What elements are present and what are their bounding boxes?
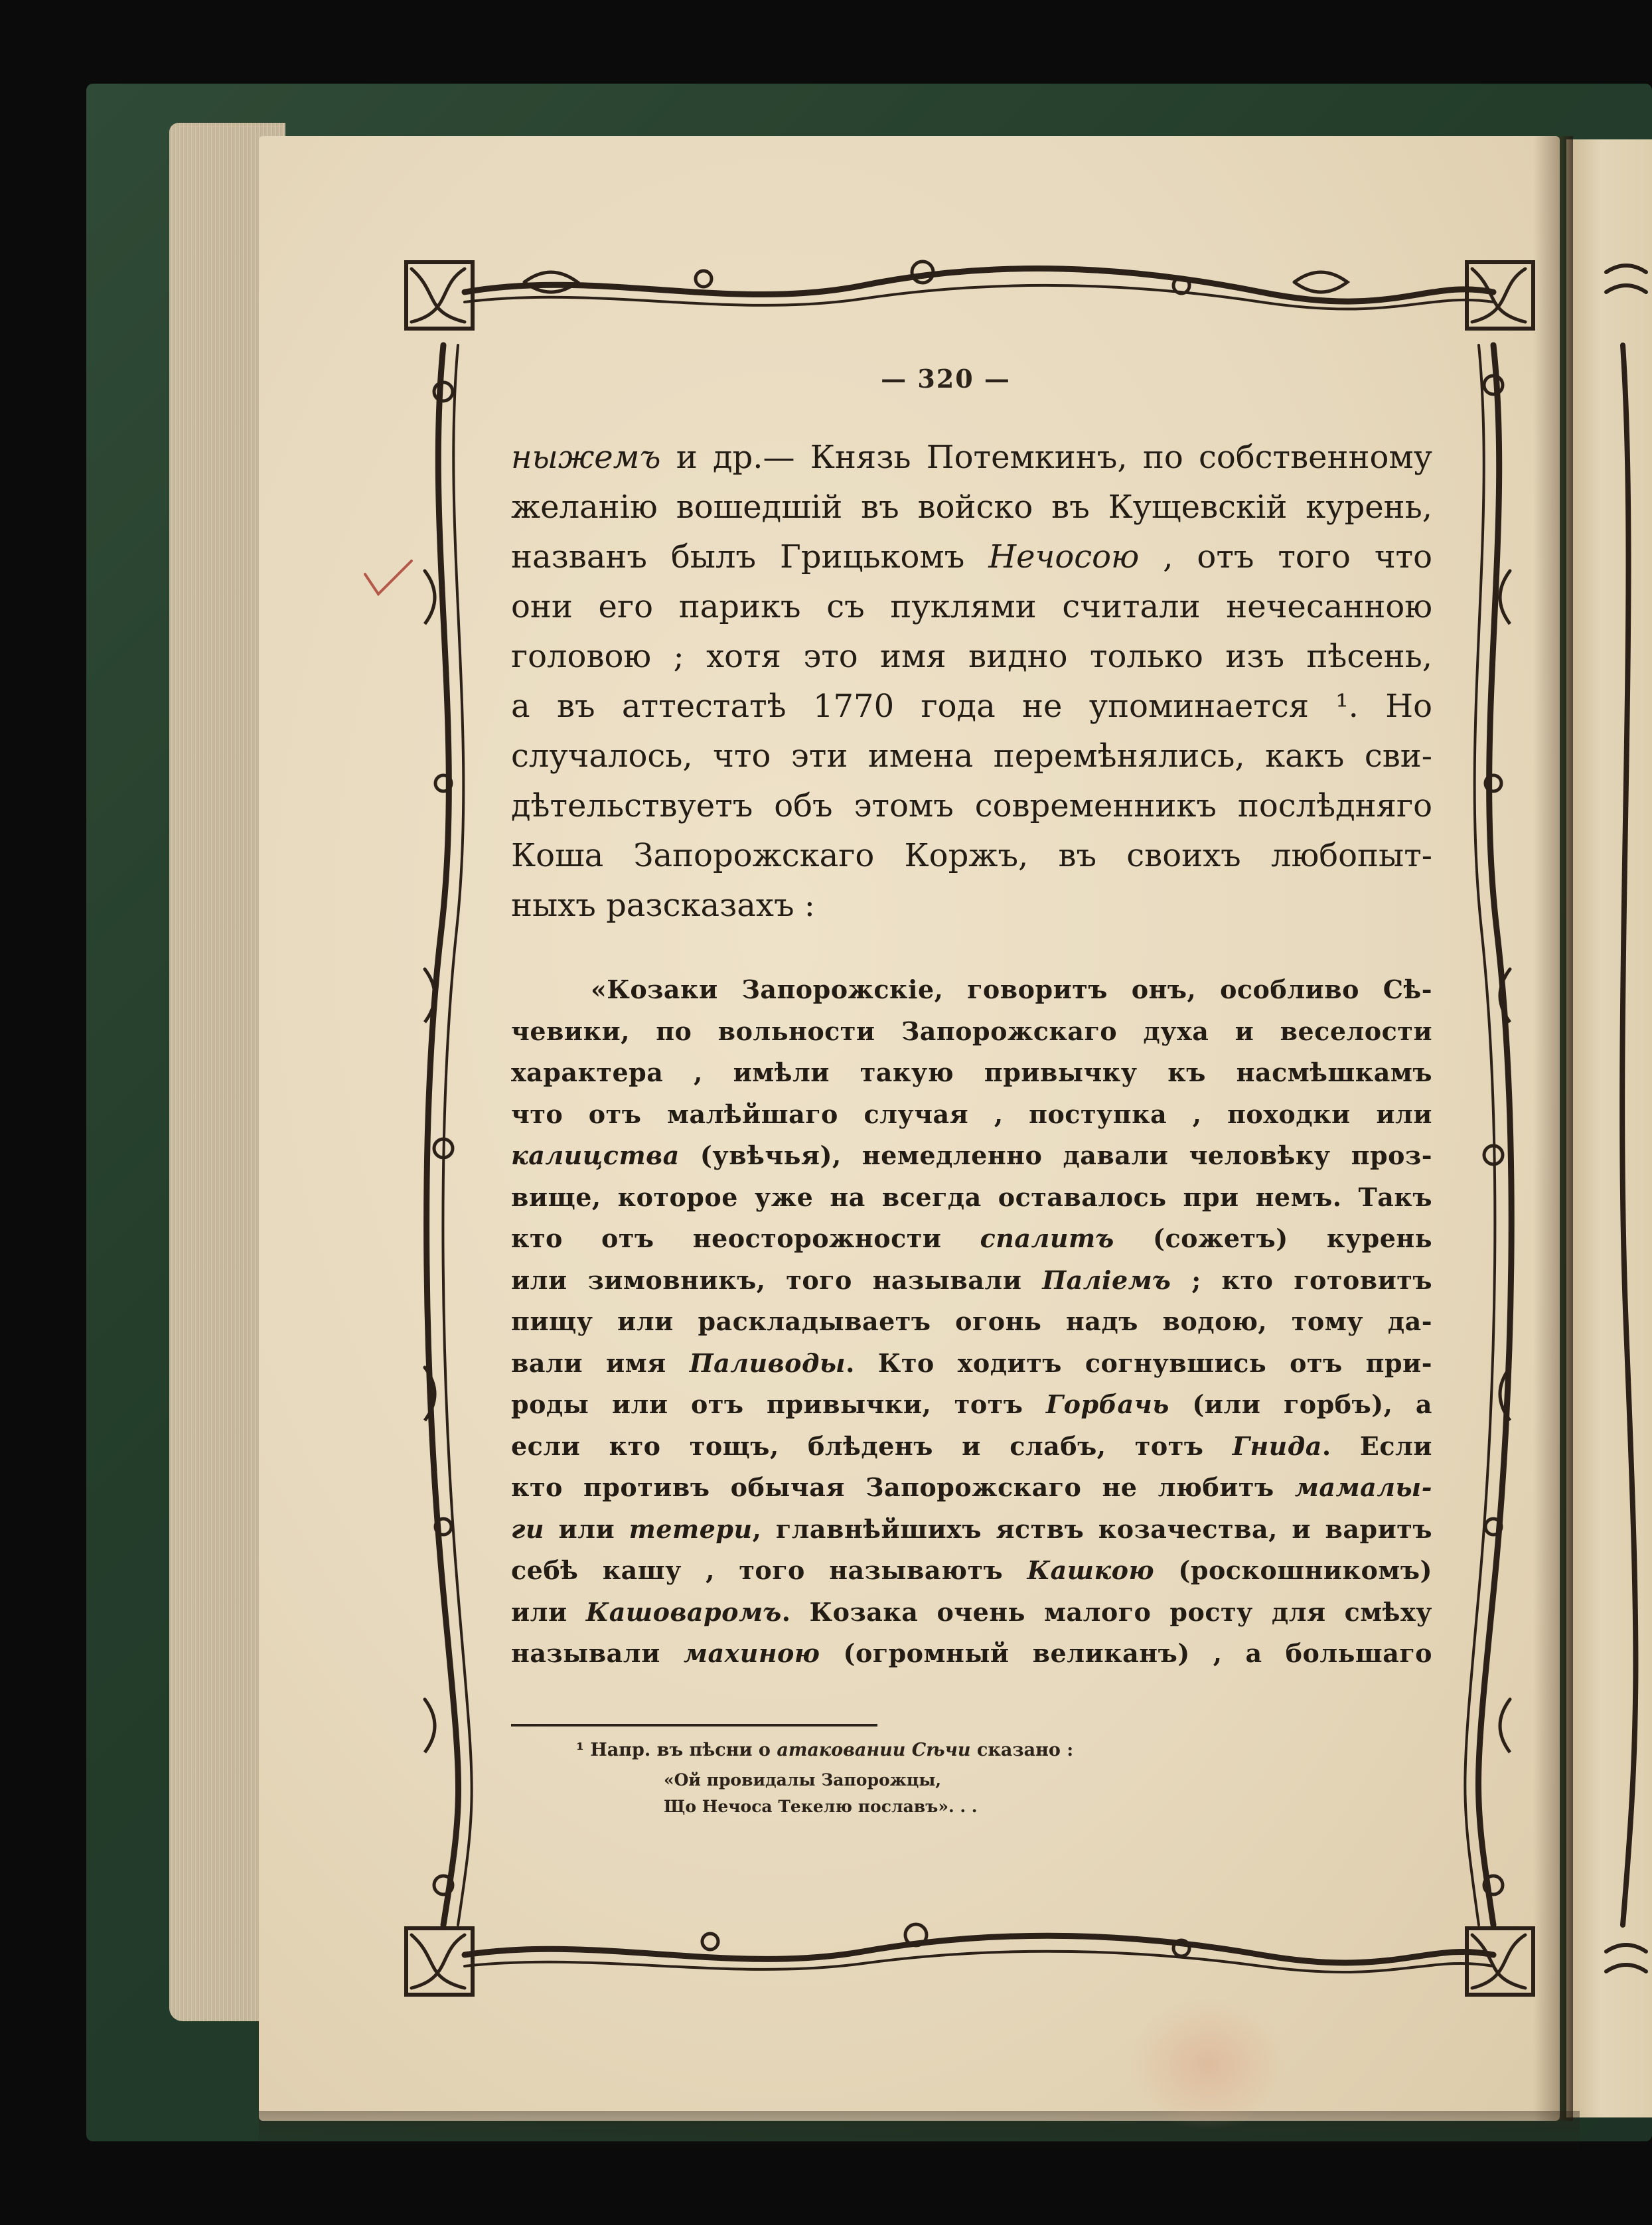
text-segment: а въ аттестатѣ 1770 года не упоминается ¹. Но [511,688,1432,725]
text-segment: они его парикъ съ пуклями считали нечесанною [511,588,1432,625]
text-segment: называли [511,1638,684,1668]
text-segment: «Козаки Запорожскiе, говоритъ онъ, особливо Сѣ- [591,974,1432,1004]
text-segment: ги [511,1513,545,1544]
text-segment: пищу или раскладываетъ огонь надъ водою, тому да- [511,1306,1432,1336]
text-segment: . Если [1321,1430,1432,1461]
text-segment: кто противъ обычая Запорожскаго не любитъ [511,1472,1295,1502]
text-segment: что отъ малѣйшаго случая , поступка , походки или [511,1099,1432,1129]
quote-line [511,1467,1432,1509]
text-line [511,831,1432,881]
footnote-lead-italic: атаковании Сѣчи [777,1740,971,1760]
text-line [511,582,1432,632]
quote-line [511,1177,1432,1219]
footnote-lead-tail: сказано : [970,1740,1074,1760]
text-line [511,731,1432,781]
text-segment: головою ; хотя это имя видно только изъ пѣсень, [511,638,1432,675]
text-segment: названъ былъ Грицькомъ [511,538,989,575]
text-segment: Кашкою [1027,1555,1155,1585]
text-segment: , отъ того что [1139,538,1433,575]
text-segment: тетери [629,1513,753,1544]
text-segment: ; кто готовитъ [1171,1265,1432,1295]
text-line [511,781,1432,831]
text-segment: и др.— Князь Потемкинъ, по собственному [660,439,1432,476]
text-segment: махиною [683,1638,820,1668]
quote-line [511,1550,1432,1592]
quote-line [511,1135,1432,1177]
text-segment: Нечосою [988,538,1140,575]
text-segment: Кашоваромъ [585,1596,782,1627]
text-segment: ныхъ разсказахъ : [511,887,815,924]
text-line [511,632,1432,682]
text-segment: (увѣчья), немедленно давали человѣку проз- [679,1140,1432,1170]
text-segment: (сожетъ) курень [1114,1223,1433,1253]
text-segment: если кто тощъ, блѣденъ и слабъ, тотъ [511,1430,1233,1461]
footnote-verse-2: Що Нечоса Текелю пославъ». . . [664,1797,978,1816]
quote-line [511,1509,1432,1551]
footnote [576,1737,1373,1764]
text-segment: характера , имѣли такую привычку къ насмѣшкамъ [511,1057,1432,1087]
quote-line [511,1052,1432,1094]
text-segment: Коша Запорожскаго Коржъ, въ своихъ любопыт- [511,837,1432,874]
footnote-divider [511,1724,877,1726]
quote-line [511,1384,1432,1426]
text-segment: (или горбъ), а [1169,1389,1433,1419]
text-segment: или зимовникъ, того называли [511,1265,1043,1295]
text-segment: ныжемъ [511,439,661,476]
text-segment: Палiемъ [1042,1265,1171,1295]
text-segment: мамалы- [1294,1472,1432,1502]
text-line [511,682,1432,731]
quote-line [511,1592,1432,1634]
text-segment: роды или отъ привычки, тотъ [511,1389,1046,1419]
text-segment: Паливоды [689,1347,846,1378]
text-segment: дѣтельствуетъ объ этомъ современникъ послѣдняго [511,787,1432,824]
footnote-marker: ¹ [576,1740,584,1760]
quote-line [511,1011,1432,1053]
quote-line [511,1094,1432,1136]
text-segment: (роскошникомъ) [1154,1555,1432,1585]
footnote-lead: Напр. въ пѣсни о [590,1740,777,1760]
text-segment: , главнѣйшихъ яствъ козачества, и варитъ [752,1513,1432,1544]
text-segment: (огромный великанъ) , а большаго [820,1638,1432,1668]
text-segment: спалитъ [980,1223,1114,1253]
text-segment: случалось, что эти имена перемѣнялись, какъ сви- [511,737,1432,775]
text-segment: кто отъ неосторожности [511,1223,980,1253]
text-segment: . Кто ходитъ согнувшись отъ при- [846,1347,1432,1378]
quote-line [511,969,1432,1011]
quote-line [511,1218,1432,1260]
text-segment: себѣ кашу , того называютъ [511,1555,1027,1585]
quote-line [511,1301,1432,1343]
text-line [511,433,1432,483]
quote-line [511,1343,1432,1385]
text-segment: вали имя [511,1347,690,1378]
main-text [511,433,1432,1675]
text-line [511,483,1432,532]
quote-line [511,1260,1432,1302]
quote-line [511,1426,1432,1468]
text-segment: желанiю вошедшiй въ войско въ Кущевскiй курень, [511,489,1432,526]
text-line [511,881,1432,931]
quote-line [511,1633,1432,1675]
text-segment: вище, которое уже на всегда оставалось при немъ. Такъ [511,1182,1432,1212]
text-line [511,532,1432,582]
text-segment: Горбачь [1045,1389,1169,1419]
body-paragraph [511,433,1432,931]
text-segment: . Козака очень малого росту для смѣху [781,1596,1432,1627]
pencil-checkmark [358,554,418,607]
quoted-passage [511,969,1432,1675]
footnote-verse-1: «Ой провидалы Запорожцы, [664,1770,942,1790]
text-segment: чевики, по вольности Запорожскаго духа и веселости [511,1016,1432,1046]
text-segment: калицства [511,1140,680,1170]
page-number: — 320 — [881,364,1011,394]
text-segment: Гнида [1232,1430,1322,1461]
text-segment: или [544,1513,629,1544]
text-segment: или [511,1596,586,1627]
